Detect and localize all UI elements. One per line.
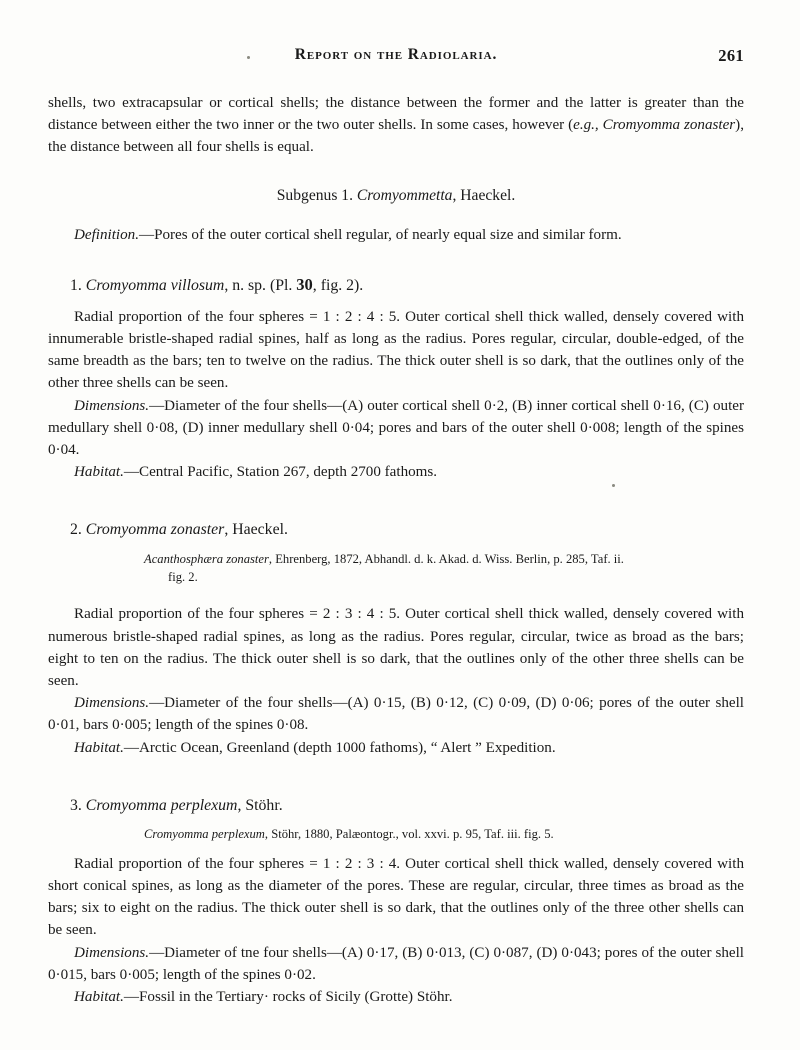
- species-heading: [70, 273, 744, 297]
- habitat-text: —Fossil in the Tertiary· rocks of Sicily (Grotte) Stöhr.: [123, 988, 453, 1005]
- species-heading: [70, 518, 744, 541]
- species-citation: [144, 551, 744, 569]
- species-name: Cromyomma zonaster: [85, 521, 225, 539]
- species-number: 3.: [70, 796, 86, 814]
- species-after-name: , n. sp. (Pl.: [224, 276, 297, 294]
- habitat-text: —Central Pacific, Station 267, depth 2700 fathoms.: [123, 464, 438, 481]
- dimensions-label: Dimensions.: [74, 695, 150, 712]
- running-head: [48, 46, 744, 72]
- page-number: 261: [718, 46, 744, 65]
- habitat-label: Habitat.: [74, 739, 124, 756]
- definition-paragraph: [48, 224, 744, 246]
- species-plate-number: 30: [296, 274, 313, 294]
- subgenus-prefix: Subgenus 1.: [276, 186, 357, 204]
- citation-italic-title: Cromyomma perplexum: [144, 826, 265, 841]
- species-number: 2.: [70, 521, 86, 539]
- species-dimensions: [48, 692, 744, 736]
- definition-label: Definition.: [74, 227, 139, 244]
- species-after-name: , Haeckel.: [224, 521, 288, 539]
- species-name: Cromyomma perplexum: [85, 796, 238, 814]
- species-name: Cromyomma villosum: [85, 276, 225, 294]
- species-dimensions: [48, 942, 744, 986]
- subgenus-suffix: , Haeckel.: [452, 186, 516, 204]
- document-body: [48, 92, 744, 1008]
- species-description: Radial proportion of the four spheres = 1 : 2 : 4 : 5. Outer cortical shell thick walled, densely covered with innumerable bristle-shaped radial spines, half as long as the radius. Pores regular, circular, double-edged, of the same breadth as the bars; ten to twelve on the radius. The thick outer shell is so dark, that the outlines only of the other three shells can be seen.: [48, 308, 744, 392]
- dimensions-text: —Diameter of tne four shells—(A) 0·17, (B) 0·013, (C) 0·087, (D) 0·043; pores of the outer shell 0·015, bars 0·005; length of the spines 0·02.: [48, 944, 744, 983]
- dimensions-label: Dimensions.: [74, 944, 150, 961]
- subgenus-name: Cromyommetta: [356, 186, 453, 204]
- species-dimensions: [48, 395, 744, 462]
- species-habitat: [48, 986, 744, 1008]
- opening-paragraph-text-2: ), the distance between all four shells is equal.: [48, 117, 744, 156]
- opening-paragraph-italic: e.g., Cromyomma zonaster: [573, 117, 736, 134]
- species-citation: [144, 826, 744, 844]
- dimensions-text: —Diameter of the four shells—(A) 0·15, (B) 0·12, (C) 0·09, (D) 0·06; pores of the outer shell 0·01, bars 0·005; length of the spines 0·08.: [48, 695, 744, 734]
- page-running-title: Report on the Radiolaria.: [294, 46, 498, 63]
- species-after-plate: , fig. 2).: [312, 276, 364, 294]
- page-speck: [612, 484, 615, 487]
- species-habitat: [48, 737, 744, 759]
- species-description: Radial proportion of the four spheres = 2 : 3 : 4 : 5. Outer cortical shell thick walled, densely covered with numerous bristle-shaped radial spines, as long as the radius. Pores regular, circular, twice as broad as the bars; eight to ten on the radius. The thick outer shell is so dark, that the outlines only of the other three shells can be seen.: [48, 606, 744, 689]
- species-number: 1.: [70, 276, 86, 294]
- opening-paragraph: [48, 92, 744, 159]
- species-heading: [70, 794, 744, 817]
- subgenus-heading: [48, 185, 744, 208]
- species-after-name: , Stöhr.: [237, 796, 283, 814]
- species-habitat: [48, 461, 744, 483]
- citation-rest: , Ehrenberg, 1872, Abhandl. d. k. Akad. d. Wiss. Berlin, p. 285, Taf. ii.: [268, 551, 624, 566]
- dimensions-text: —Diameter of the four shells—(A) outer cortical shell 0·2, (B) inner cortical shell 0·16, (C) outer medullary shell 0·08, (D) inner medullary shell 0·04; pores and bars of the outer shell 0·008; length of the spines 0·04.: [48, 397, 744, 459]
- habitat-label: Habitat.: [74, 988, 124, 1005]
- citation-rest: , Stöhr, 1880, Palæontogr., vol. xxvi. p. 95, Taf. iii. fig. 5.: [264, 826, 554, 841]
- dimensions-label: Dimensions.: [74, 397, 150, 414]
- citation-italic-title: Acanthosphæra zonaster: [144, 551, 269, 566]
- opening-paragraph-text-1: shells, two extracapsular or cortical shells; the distance between the former and the latter is greater than the distance between either the two inner or the two outer shells. In some cases, however (: [48, 95, 744, 134]
- definition-text: —Pores of the outer cortical shell regular, of nearly equal size and similar form.: [138, 227, 622, 244]
- habitat-text: —Arctic Ocean, Greenland (depth 1000 fathoms), “ Alert ” Expedition.: [123, 739, 556, 756]
- species-citation-line2: fig. 2.: [168, 569, 198, 584]
- habitat-label: Habitat.: [74, 464, 124, 481]
- species-description: Radial proportion of the four spheres = 1 : 2 : 3 : 4. Outer cortical shell thick walled, densely covered with short conical spines, as long as the diameter of the pores. These are regular, circular, three times as broad as the bars; six to eight on the radius. The thick outer shell is so dark, that the outlines only of the three other shells can be seen.: [48, 855, 744, 939]
